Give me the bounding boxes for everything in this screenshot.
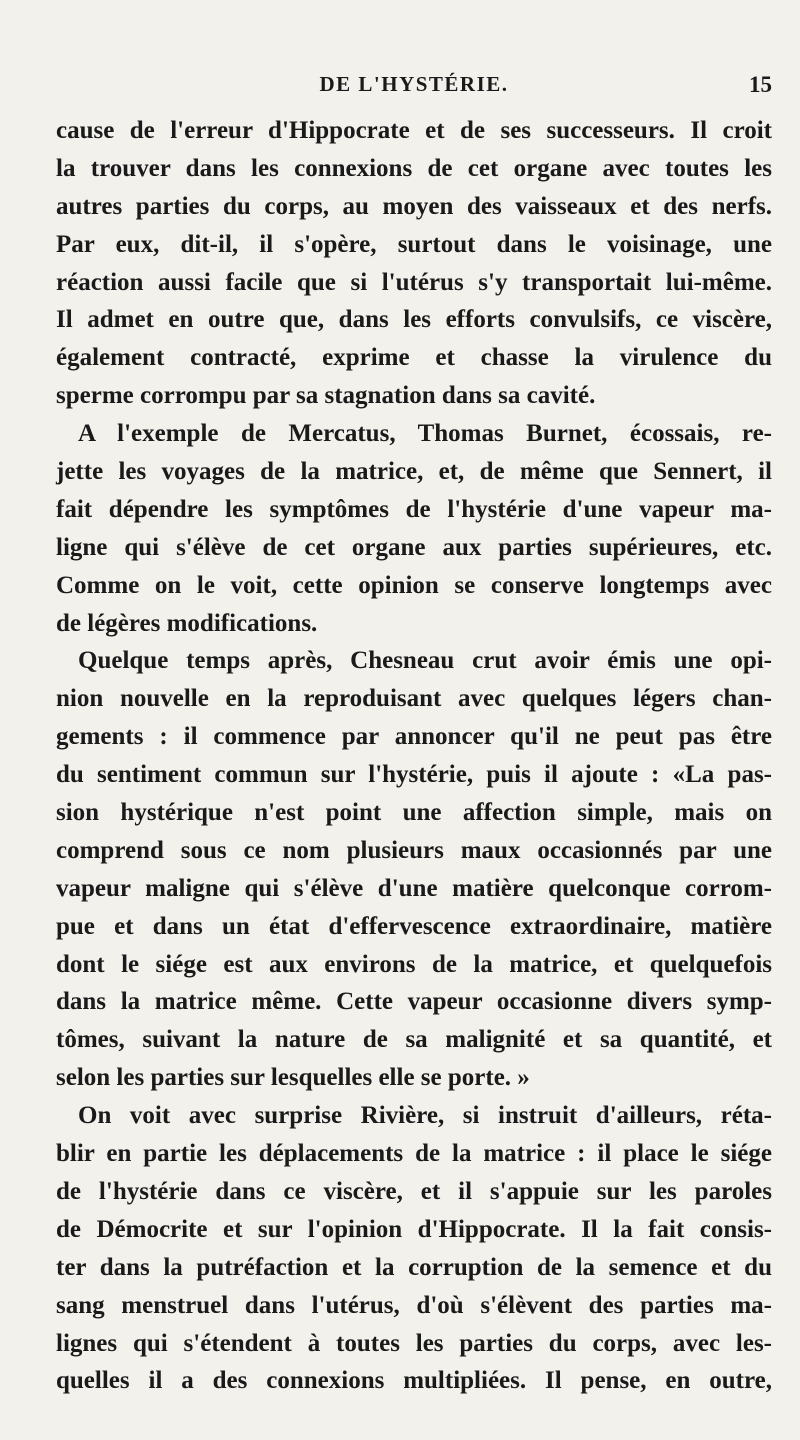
text-line: Par eux, dit-il, il s'opère, surtout dans le voisinage, une (56, 230, 772, 258)
text-line: sion hystérique n'est point une affection simple, mais on (56, 799, 772, 827)
text-line: sperme corrompu par sa stagnation dans sa cavité. (56, 382, 596, 410)
text-line: cause de l'erreur d'Hippocrate et de ses successeurs. Il croit (56, 117, 772, 144)
text-line: quelles il a des connexions multipliées. Il pense, en outre, (56, 1367, 772, 1395)
text-line: la trouver dans les connexions de cet organe avec toutes les (56, 154, 772, 182)
text-line: sang menstruel dans l'utérus, d'où s'élèvent des parties ma- (56, 1291, 772, 1319)
text-line: de Démocrite et sur l'opinion d'Hippocrate. Il la fait consis- (56, 1215, 772, 1243)
text-line: réaction aussi facile que si l'utérus s'y transportait lui-même. (56, 268, 772, 296)
text-line: jette les voyages de la matrice, et, de même que Sennert, il (56, 458, 772, 486)
text-line: vapeur maligne qui s'élève d'une matière quelconque corrom- (56, 874, 772, 902)
text-line: également contracté, exprime et chasse la virulence du (56, 344, 772, 372)
paragraph-first-line: On voit avec surprise Rivière, si instruit d'ailleurs, réta- (78, 1102, 772, 1130)
running-title: DE L'HYSTÉRIE. (319, 72, 509, 96)
text-line: tômes, suivant la nature de sa malignité et sa quantité, et (56, 1026, 772, 1054)
page-number: 15 (749, 72, 772, 97)
body-text (56, 112, 772, 1400)
paragraph-first-line: A l'exemple de Mercatus, Thomas Burnet, écossais, re- (78, 420, 772, 448)
text-line: gements : il commence par annoncer qu'il ne peut pas être (56, 723, 772, 751)
text-line: dont le siége est aux environs de la matrice, et quelquefois (56, 950, 772, 978)
text-line: de l'hystérie dans ce viscère, et il s'appuie sur les paroles (56, 1177, 772, 1205)
text-line: selon les parties sur lesquelles elle se porte. » (56, 1064, 530, 1092)
text-line: Il admet en outre que, dans les efforts convulsifs, ce viscère, (56, 306, 772, 334)
paragraph-first-line: Quelque temps après, Chesneau crut avoir émis une opi- (78, 647, 772, 675)
text-line: pue et dans un état d'effervescence extraordinaire, matière (56, 912, 772, 940)
text-line: lignes qui s'étendent à toutes les parties du corps, avec les- (56, 1329, 772, 1357)
running-head (56, 72, 772, 102)
text-line: comprend sous ce nom plusieurs maux occasionnés par une (56, 836, 772, 864)
text-line: fait dépendre les symptômes de l'hystérie d'une vapeur ma- (56, 495, 772, 523)
text-line: Comme on le voit, cette opinion se conserve longtemps avec (56, 571, 772, 599)
text-line: autres parties du corps, au moyen des vaisseaux et des nerfs. (56, 192, 772, 220)
text-line: de légères modifications. (56, 609, 318, 637)
text-line: dans la matrice même. Cette vapeur occasionne divers symp- (56, 988, 772, 1016)
text-line: blir en partie les déplacements de la matrice : il place le siége (56, 1140, 772, 1168)
text-line: du sentiment commun sur l'hystérie, puis il ajoute : «La pas- (56, 761, 772, 789)
text-line: ligne qui s'élève de cet organe aux parties supérieures, etc. (56, 533, 772, 561)
text-line: nion nouvelle en la reproduisant avec quelques légers chan- (56, 685, 772, 713)
text-line: ter dans la putréfaction et la corruption de la semence et du (56, 1253, 772, 1281)
